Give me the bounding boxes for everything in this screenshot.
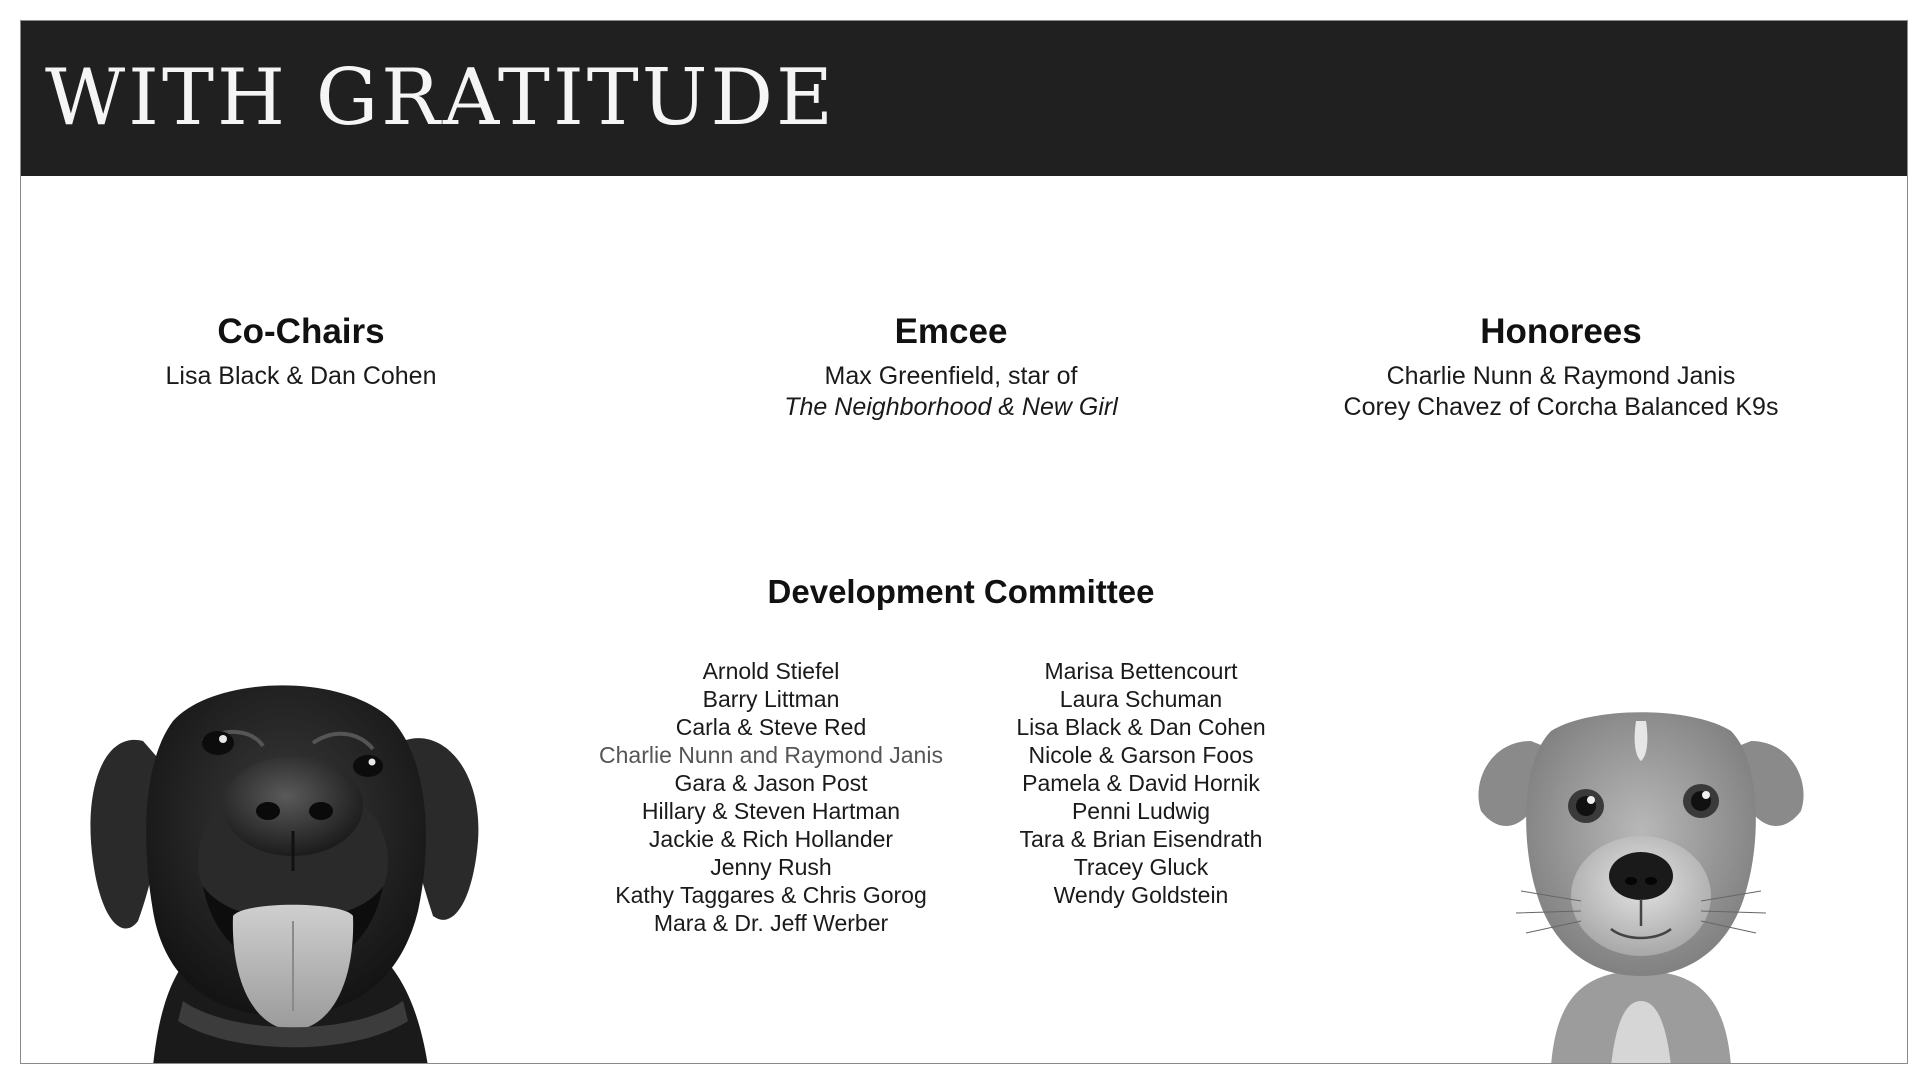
committee-member: Hillary & Steven Hartman (641, 798, 901, 824)
honoree-line: Charlie Nunn & Raymond Janis (1386, 362, 1736, 390)
committee-member: Carla & Steve Red (675, 714, 867, 740)
puppy-photo (1461, 701, 1821, 1064)
emcee-name: Max Greenfield, star of (824, 362, 1078, 390)
committee-member: Gara & Jason Post (674, 770, 868, 796)
committee-member: Tara & Brian Eisendrath (1019, 826, 1263, 852)
committee-member: Mara & Dr. Jeff Werber (653, 910, 889, 936)
committee-member: Arnold Stiefel (702, 658, 840, 684)
committee-member: Pamela & David Hornik (1022, 770, 1260, 796)
emcee-heading: Emcee (894, 312, 1008, 351)
cochairs-names: Lisa Black & Dan Cohen (165, 362, 437, 390)
development-committee-heading: Development Committee (767, 573, 1155, 610)
committee-member: Jenny Rush (710, 854, 832, 880)
committee-list-left (576, 657, 966, 937)
emcee-section (711, 311, 1191, 423)
committee-member: Kathy Taggares & Chris Gorog (615, 882, 927, 908)
black-dog-photo (83, 671, 483, 1064)
committee-member: Nicole & Garson Foos (1028, 742, 1254, 768)
honorees-heading: Honorees (1480, 312, 1642, 351)
committee-member: Barry Littman (702, 686, 840, 712)
committee-member: Charlie Nunn and Raymond Janis (599, 742, 943, 768)
slide (20, 20, 1908, 1064)
cochairs-heading: Co-Chairs (217, 312, 385, 351)
committee-member: Wendy Goldstein (1053, 882, 1229, 908)
committee-member: Penni Ludwig (1071, 798, 1211, 824)
honoree-line: Corey Chavez of Corcha Balanced K9s (1343, 393, 1779, 421)
committee-member: Marisa Bettencourt (1044, 658, 1238, 684)
committee-member: Lisa Black & Dan Cohen (1016, 714, 1266, 740)
committee-member: Tracey Gluck (1073, 854, 1209, 880)
committee-member: Jackie & Rich Hollander (648, 826, 894, 852)
committee-member: Laura Schuman (1059, 686, 1223, 712)
emcee-shows: The Neighborhood & New Girl (784, 393, 1118, 421)
title-banner (21, 21, 1907, 176)
cochairs-section (131, 311, 471, 392)
committee-list-right (976, 657, 1306, 909)
page-title: WITH GRATITUDE (45, 53, 836, 143)
honorees-section (1291, 311, 1831, 423)
